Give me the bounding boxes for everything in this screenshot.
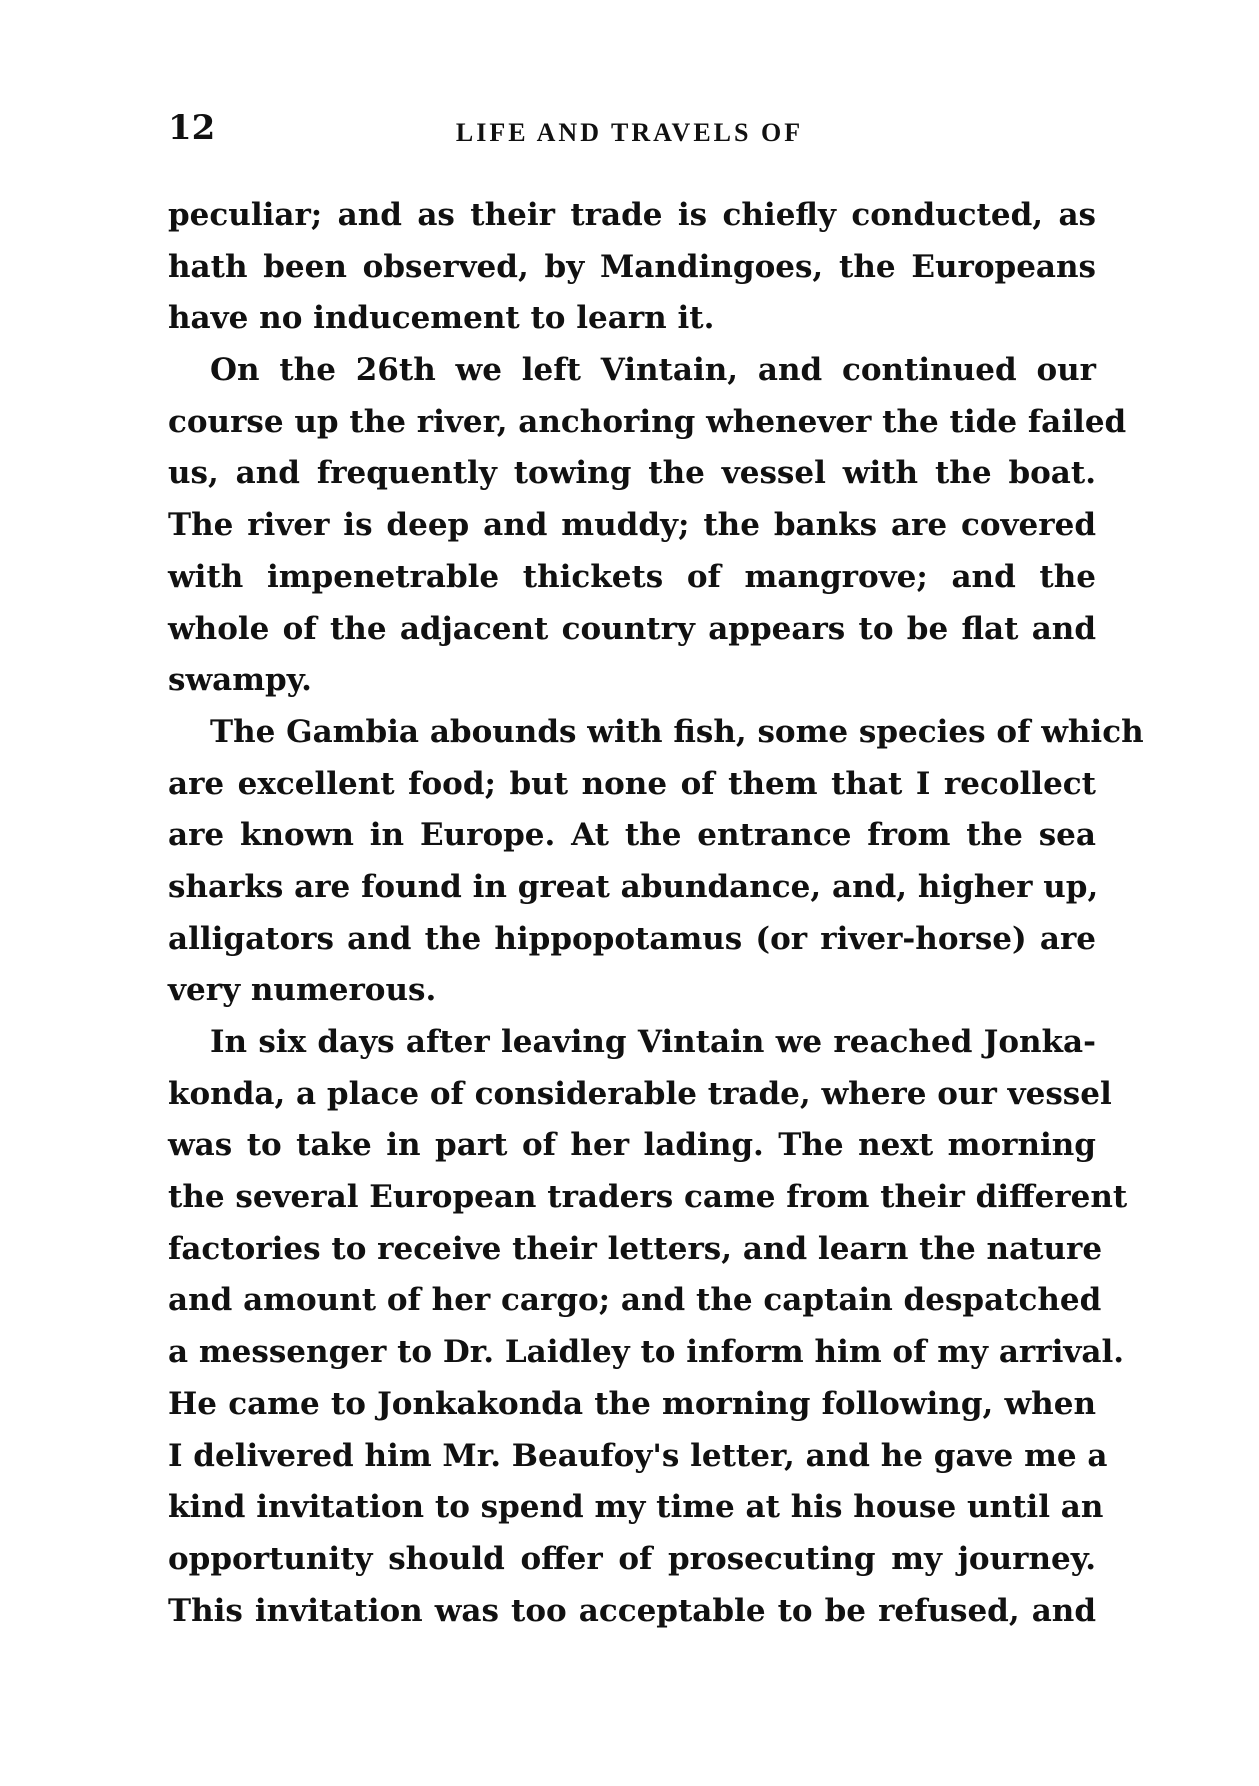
text-line: the several European traders came from their different — [168, 1179, 1128, 1216]
text-line: In six days after leaving Vintain we reached Jonka- — [210, 1024, 1096, 1060]
text-line: us, and frequently towing the vessel with the boat. — [168, 455, 1096, 492]
text-line: This invitation was too acceptable to be refused, and — [168, 1592, 1096, 1629]
text-line: factories to receive their letters, and learn the nature — [168, 1230, 1103, 1267]
text-line: and amount of her cargo; and the captain despatched — [168, 1282, 1102, 1319]
text-line: kind invitation to spend my time at his house until an — [168, 1489, 1104, 1526]
text-line: The river is deep and muddy; the banks are covered — [168, 507, 1096, 544]
text-line: whole of the adjacent country appears to be flat and — [168, 610, 1096, 647]
text-line: The Gambia abounds with fish, some species of which — [210, 713, 1144, 750]
text-line: swampy. — [168, 662, 312, 699]
text-line: alligators and the hippopotamus (or river-horse) are — [168, 920, 1096, 957]
text-line: have no inducement to learn it. — [168, 300, 715, 337]
text-line: course up the river, anchoring whenever the tide failed — [168, 403, 1127, 440]
text-line: opportunity should offer of prosecuting my journey. — [168, 1540, 1096, 1577]
text-line: On the 26th we left Vintain, and continued our — [210, 352, 1096, 389]
text-line: with impenetrable thickets of mangrove; and the — [168, 558, 1096, 595]
text-line: are known in Europe. At the entrance from the sea — [168, 817, 1096, 854]
text-line: He came to Jonkakonda the morning following, when — [168, 1385, 1096, 1422]
text-line: sharks are found in great abundance, and, higher up, — [168, 868, 1099, 905]
text-line: was to take in part of her lading. The next morning — [168, 1127, 1096, 1164]
text-line: peculiar; and as their trade is chiefly conducted, as — [168, 197, 1096, 233]
body-text — [168, 190, 1144, 1637]
text-line: hath been observed, by Mandingoes, the Europeans — [168, 248, 1096, 285]
running-head: LIFE AND TRAVELS OF — [455, 118, 804, 147]
text-line: are excellent food; but none of them that I recollect — [168, 765, 1096, 802]
text-line: a messenger to Dr. Laidley to inform him of my arrival. — [168, 1334, 1125, 1371]
page-number: 12 — [168, 108, 216, 148]
text-line: I delivered him Mr. Beaufoy's letter, and he gave me a — [168, 1437, 1108, 1474]
text-line: very numerous. — [168, 972, 437, 1009]
text-line: konda, a place of considerable trade, where our vessel — [168, 1075, 1112, 1112]
